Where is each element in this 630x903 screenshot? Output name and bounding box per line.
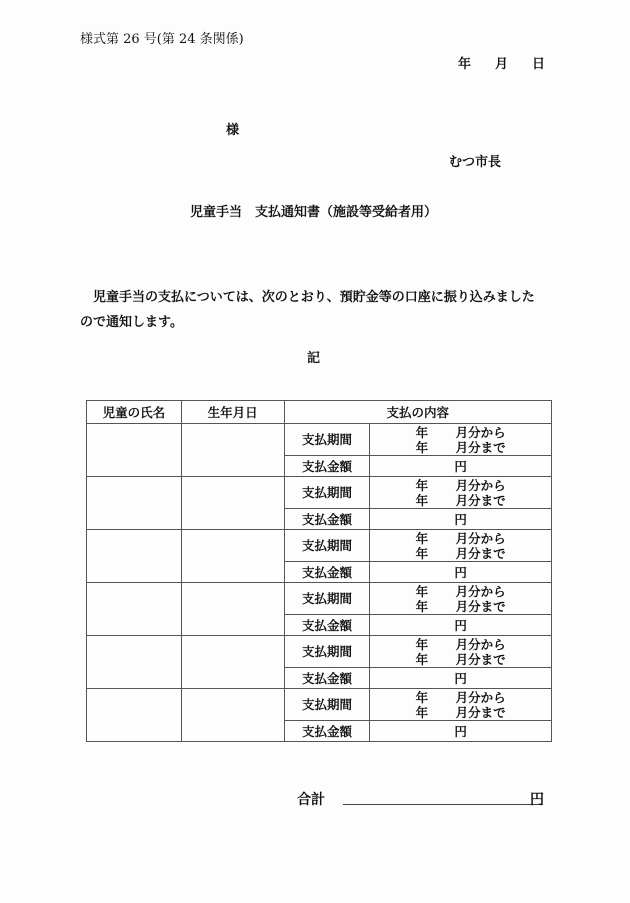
date-month: 月: [495, 57, 509, 72]
table-row: [87, 424, 552, 456]
payment-amount-label: 支払金額: [284, 615, 370, 636]
from-year: 年: [415, 530, 429, 546]
period-from: [370, 478, 551, 493]
payment-amount-label: 支払金額: [284, 509, 370, 530]
payment-period-cell[interactable]: [370, 530, 552, 562]
from-year: 年: [415, 583, 429, 599]
form-number: 様式第 26 号(第 24 条関係): [80, 32, 244, 47]
birth-date-cell[interactable]: [181, 477, 284, 530]
issuer: むつ市長: [449, 155, 502, 170]
header-child-name: 児童の氏名: [87, 401, 182, 424]
child-name-cell[interactable]: [87, 477, 182, 530]
period-from: [370, 584, 551, 599]
to-year: 年: [415, 704, 429, 720]
to-month: 月分まで: [455, 651, 506, 667]
payment-amount-label: 支払金額: [284, 668, 370, 689]
payment-amount-label: 支払金額: [284, 721, 370, 742]
period-to: [370, 652, 551, 667]
body-text: [80, 285, 560, 335]
birth-date-cell[interactable]: [181, 583, 284, 636]
body-line-2: ので通知します。: [80, 315, 183, 330]
payment-period-cell[interactable]: [370, 689, 552, 721]
payment-amount-cell[interactable]: 円: [370, 615, 552, 636]
table-row: [87, 689, 552, 721]
child-name-cell[interactable]: [87, 424, 182, 477]
total-unit: 円: [530, 792, 544, 808]
payment-amount-cell[interactable]: 円: [370, 668, 552, 689]
total-amount-line[interactable]: [343, 804, 543, 805]
body-line-1: 児童手当の支払については、次のとおり、預貯金等の口座に振り込みました: [93, 290, 535, 305]
payment-table: [86, 400, 552, 742]
from-year: 年: [415, 424, 429, 440]
table-row: [87, 530, 552, 562]
to-year: 年: [415, 598, 429, 614]
payment-period-label: 支払期間: [284, 424, 370, 456]
from-year: 年: [415, 689, 429, 705]
payment-period-label: 支払期間: [284, 636, 370, 668]
period-to: [370, 599, 551, 614]
to-month: 月分まで: [455, 598, 506, 614]
payment-amount-cell[interactable]: 円: [370, 721, 552, 742]
to-year: 年: [415, 492, 429, 508]
to-month: 月分まで: [455, 439, 506, 455]
payment-period-cell[interactable]: [370, 636, 552, 668]
to-month: 月分まで: [455, 492, 506, 508]
date-year: 年: [458, 57, 472, 72]
payment-amount-cell[interactable]: 円: [370, 509, 552, 530]
to-month: 月分まで: [455, 545, 506, 561]
from-year: 年: [415, 477, 429, 493]
to-year: 年: [415, 545, 429, 561]
document-title: 児童手当 支払通知書（施設等受給者用）: [190, 205, 438, 220]
payment-amount-label: 支払金額: [284, 456, 370, 477]
total-label: 合計: [297, 792, 325, 808]
child-name-cell[interactable]: [87, 530, 182, 583]
payment-amount-label: 支払金額: [284, 562, 370, 583]
period-to: [370, 493, 551, 508]
child-name-cell[interactable]: [87, 689, 182, 742]
payment-period-cell[interactable]: [370, 583, 552, 615]
from-month: 月分から: [455, 424, 506, 440]
child-name-cell[interactable]: [87, 583, 182, 636]
table-row: [87, 477, 552, 509]
from-month: 月分から: [455, 477, 506, 493]
period-to: [370, 705, 551, 720]
payment-period-cell[interactable]: [370, 424, 552, 456]
to-year: 年: [415, 439, 429, 455]
payment-period-label: 支払期間: [284, 583, 370, 615]
from-year: 年: [415, 636, 429, 652]
birth-date-cell[interactable]: [181, 636, 284, 689]
header-payment-content: 支払の内容: [284, 401, 551, 424]
payment-period-cell[interactable]: [370, 477, 552, 509]
birth-date-cell[interactable]: [181, 424, 284, 477]
payment-period-label: 支払期間: [284, 477, 370, 509]
payment-amount-cell[interactable]: 円: [370, 562, 552, 583]
from-month: 月分から: [455, 636, 506, 652]
period-from: [370, 531, 551, 546]
table-row: [87, 583, 552, 615]
date-line: [458, 53, 545, 72]
birth-date-cell[interactable]: [181, 530, 284, 583]
payment-period-label: 支払期間: [284, 530, 370, 562]
period-from: [370, 690, 551, 705]
to-month: 月分まで: [455, 704, 506, 720]
from-month: 月分から: [455, 689, 506, 705]
payment-period-label: 支払期間: [284, 689, 370, 721]
period-to: [370, 440, 551, 455]
period-from: [370, 637, 551, 652]
date-day: 日: [532, 57, 546, 72]
child-name-cell[interactable]: [87, 636, 182, 689]
period-to: [370, 546, 551, 561]
table-row: [87, 636, 552, 668]
birth-date-cell[interactable]: [181, 689, 284, 742]
ki-heading: 記: [307, 351, 321, 366]
payment-amount-cell[interactable]: 円: [370, 456, 552, 477]
from-month: 月分から: [455, 583, 506, 599]
from-month: 月分から: [455, 530, 506, 546]
period-from: [370, 425, 551, 440]
header-birth-date: 生年月日: [181, 401, 284, 424]
table-header-row: [87, 401, 552, 424]
addressee-suffix: 様: [226, 123, 240, 138]
to-year: 年: [415, 651, 429, 667]
